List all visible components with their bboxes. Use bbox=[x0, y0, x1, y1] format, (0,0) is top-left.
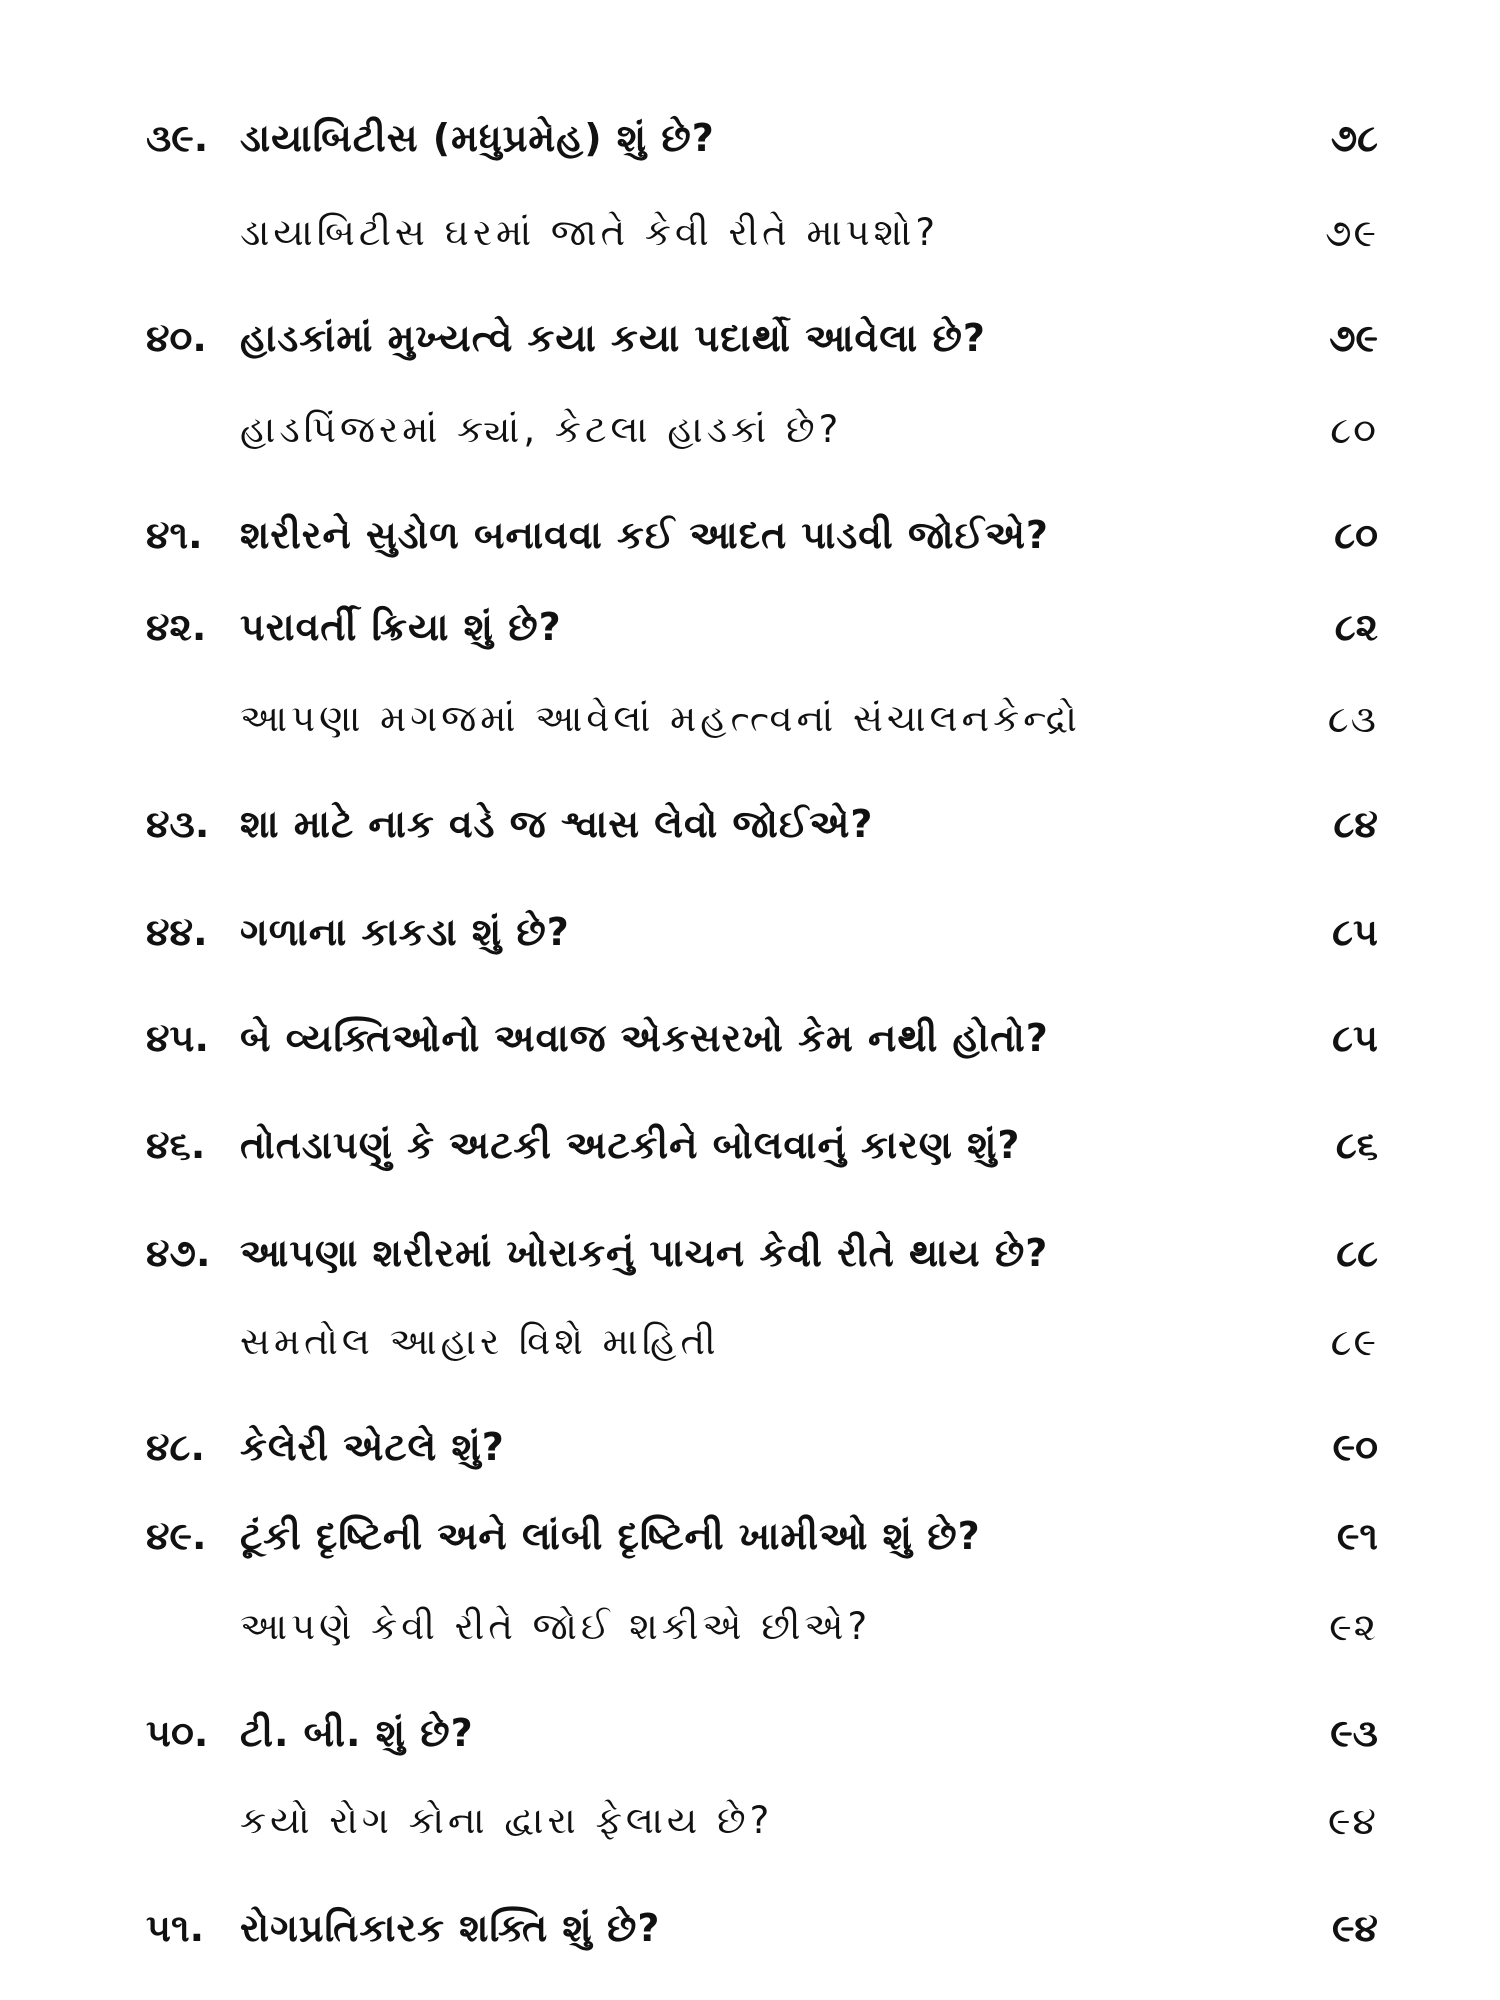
entry-title: તોતડાપણું કે અટકી અટકીને બોલવાનું કારણ શું? bbox=[240, 1123, 1021, 1167]
entry-number: ૪૬. bbox=[146, 1123, 206, 1167]
entry-page: ૮૪ bbox=[1333, 802, 1378, 846]
entry-page: ૯૧ bbox=[1336, 1514, 1378, 1558]
toc-entry bbox=[0, 1218, 1500, 1288]
entry-number: ૪૨. bbox=[146, 605, 207, 649]
entry-title: કેલેરી એટલે શું? bbox=[240, 1425, 505, 1469]
toc-entry bbox=[0, 789, 1500, 859]
entry-page: ૭૯ bbox=[1329, 316, 1378, 360]
entry-title: ગળાના કાકડા શું છે? bbox=[240, 910, 570, 954]
entry-page: ૯૩ bbox=[1330, 1711, 1378, 1755]
entry-page: ૯૨ bbox=[1329, 1605, 1378, 1649]
entry-title: પરાવર્તી ક્રિયા શું છે? bbox=[240, 605, 562, 649]
toc-entry bbox=[0, 897, 1500, 967]
entry-title: સમતોલ આહાર વિશે માહિતી bbox=[240, 1320, 720, 1363]
entry-number: ૪૫. bbox=[146, 1016, 209, 1060]
entry-number: ૩૯. bbox=[146, 116, 209, 160]
entry-title: ડાયાબિટીસ ઘરમાં જાતે કેવી રીતે માપશો? bbox=[240, 211, 940, 254]
toc-subentry bbox=[0, 1786, 1500, 1856]
entry-page: ૮૮ bbox=[1336, 1231, 1378, 1275]
toc-entry bbox=[0, 1003, 1500, 1073]
entry-number: ૪૯. bbox=[146, 1514, 207, 1558]
entry-page: ૮૦ bbox=[1334, 513, 1378, 557]
entry-page: ૮૫ bbox=[1332, 1016, 1378, 1060]
entry-page: ૮૨ bbox=[1334, 605, 1378, 649]
toc-entry bbox=[0, 1698, 1500, 1768]
toc-subentry bbox=[0, 395, 1500, 465]
entry-page: ૮૬ bbox=[1335, 1123, 1378, 1167]
toc-entry bbox=[0, 500, 1500, 570]
entry-title: આપણે કેવી રીતે જોઈ શકીએ છીએ? bbox=[240, 1605, 872, 1648]
entry-number: ૪૦. bbox=[146, 316, 207, 360]
entry-number: ૫૦. bbox=[146, 1711, 209, 1755]
entry-number: ૪૭. bbox=[146, 1231, 211, 1275]
toc-entry bbox=[0, 1501, 1500, 1571]
entry-title: શરીરને સુડોળ બનાવવા કઈ આદત પાડવી જોઈએ? bbox=[240, 513, 1049, 557]
entry-title: ડાયાબિટીસ (મધુપ્રમેહ) શું છે? bbox=[240, 116, 715, 160]
entry-page: ૮૦ bbox=[1330, 408, 1378, 452]
entry-title: આપણા મગજમાં આવેલાં મહત્ત્વનાં સંચાલનકેન્દ્રો bbox=[240, 697, 1081, 740]
entry-page: ૯૪ bbox=[1327, 1799, 1378, 1843]
entry-title: હાડકાંમાં મુખ્યત્વે કયા કયા પદાર્થો આવેલા છે? bbox=[240, 316, 986, 360]
toc-subentry bbox=[0, 198, 1500, 268]
entry-page: ૭૮ bbox=[1330, 116, 1378, 160]
entry-number: ૪૮. bbox=[146, 1425, 205, 1469]
toc-entry bbox=[0, 592, 1500, 662]
entry-title: કયો રોગ કોના દ્વારા ફેલાય છે? bbox=[240, 1799, 774, 1842]
toc-subentry bbox=[0, 1592, 1500, 1662]
entry-page: ૮૩ bbox=[1327, 697, 1378, 741]
entry-number: ૪૪. bbox=[146, 910, 208, 954]
entry-page: ૯૦ bbox=[1332, 1425, 1378, 1469]
entry-title: હાડપિંજરમાં ક્યાં, કેટલા હાડકાં છે? bbox=[240, 408, 843, 451]
entry-number: ૫૧. bbox=[146, 1906, 205, 1950]
entry-number: ૪૧. bbox=[146, 513, 203, 557]
toc-entry bbox=[0, 103, 1500, 173]
toc-subentry bbox=[0, 684, 1500, 754]
entry-title: ટૂંકી દૃષ્ટિની અને લાંબી દૃષ્ટિની ખામીઓ શું છે? bbox=[240, 1514, 981, 1558]
entry-title: આપણા શરીરમાં ખોરાકનું પાચન કેવી રીતે થાય છે? bbox=[240, 1231, 1049, 1275]
entry-page: ૮૫ bbox=[1332, 910, 1378, 954]
entry-title: શા માટે નાક વડે જ શ્વાસ લેવો જોઈએ? bbox=[240, 802, 874, 846]
entry-page: ૯૪ bbox=[1331, 1906, 1378, 1950]
entry-page: ૮૯ bbox=[1330, 1320, 1378, 1364]
toc-entry bbox=[0, 303, 1500, 373]
entry-page: ૭૯ bbox=[1325, 211, 1378, 255]
toc-subentry bbox=[0, 1307, 1500, 1377]
entry-title: રોગપ્રતિકારક શક્તિ શું છે? bbox=[240, 1906, 661, 1950]
toc-entry bbox=[0, 1893, 1500, 1963]
toc-entry bbox=[0, 1412, 1500, 1482]
entry-title: બે વ્યક્તિઓનો અવાજ એકસરખો કેમ નથી હોતો? bbox=[240, 1016, 1049, 1060]
entry-title: ટી. બી. શું છે? bbox=[240, 1711, 474, 1755]
toc-entry bbox=[0, 1110, 1500, 1180]
entry-number: ૪૩. bbox=[146, 802, 210, 846]
